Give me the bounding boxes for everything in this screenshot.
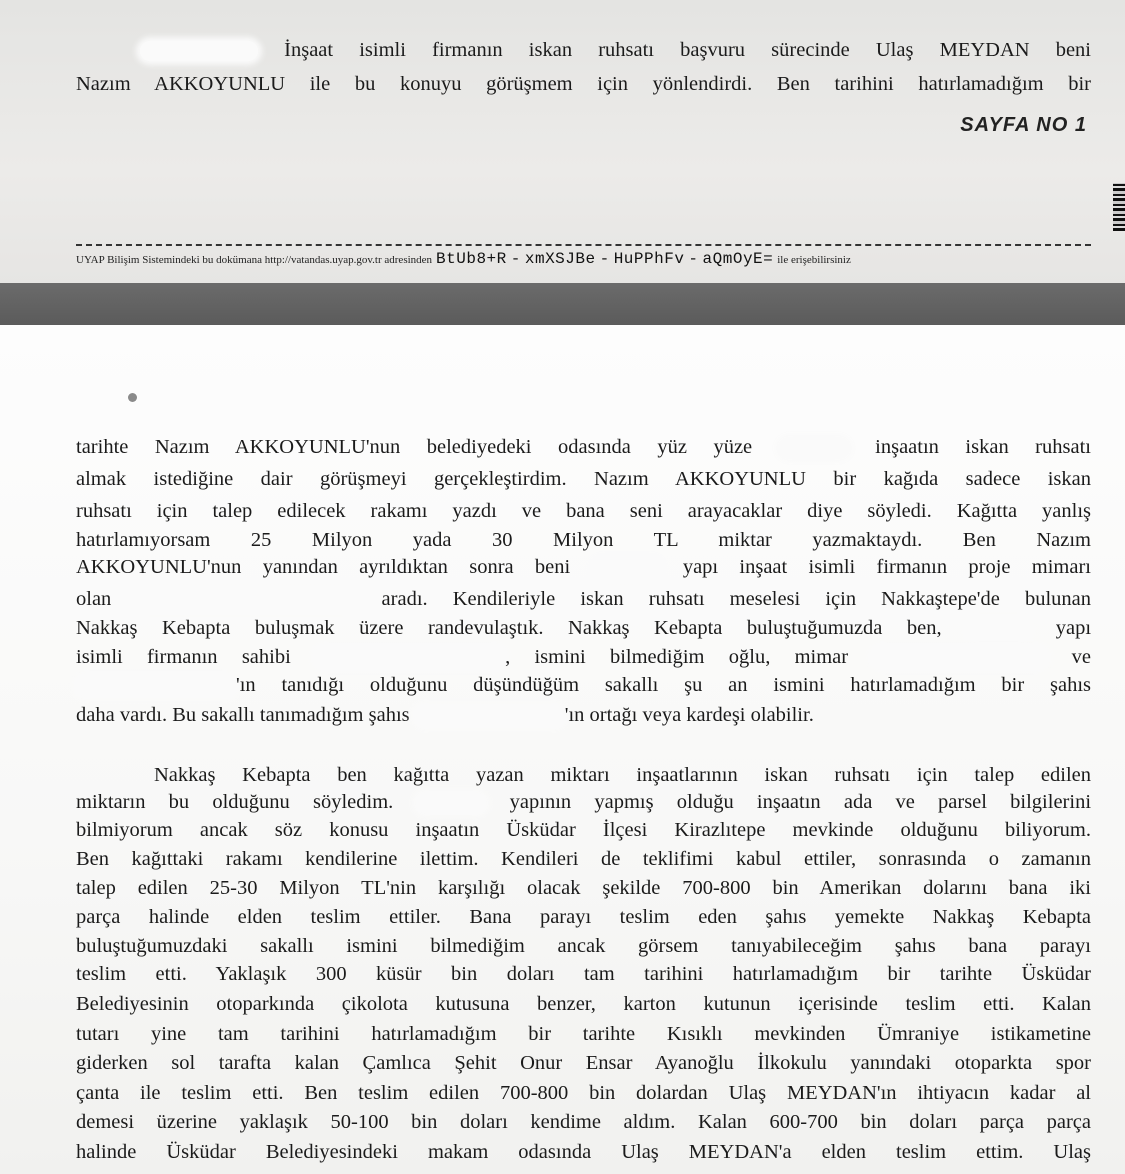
para2-line-9: Belediyesinin otoparkında çikolota kutusuna benzer, karton kutunun içerisinde teslim etti. Kalan [76, 993, 1091, 1015]
para2-line-14: halinde Üsküdar Belediyesindeki makam odasında Ulaş MEYDAN'a elden teslim ettim. Ulaş [76, 1141, 1091, 1163]
redaction-box [416, 793, 486, 813]
para2-line-12: çanta ile teslim etti. Ben teslim edilen 700-800 bin dolardan Ulaş MEYDAN'ın ihtiyacın kadar al [76, 1082, 1091, 1104]
para1-line-4: hatırlamıyorsam 25 Milyon yada 30 Milyon TL miktar yazmaktaydı. Ben Nazım [76, 529, 1091, 551]
footer-code-2: xmXSJBe [524, 250, 596, 268]
top-text-line-2: Nazım AKKOYUNLU ile bu konuyu görüşmem için yönlendirdi. Ben tarihini hatırlamadığım bir [76, 73, 1091, 95]
para1-line-2: almak istediğine dair görüşmeyi gerçekleştirdim. Nazım AKKOYUNLU bir kağıda sadece iskan [76, 468, 1091, 490]
page-number: SAYFA NO 1 [960, 114, 1087, 136]
qr-code-icon [1113, 183, 1125, 231]
top-text-line-1: İnşaat isimli firmanın iskan ruhsatı başvuru sürecinde Ulaş MEYDAN beni [140, 38, 1091, 62]
punch-hole-dot [128, 393, 137, 402]
footer-separator: - [688, 250, 699, 268]
footer-code-4: aQmOyE= [702, 250, 774, 268]
redaction-box [779, 438, 849, 458]
redaction-box [966, 619, 1031, 639]
para1-line-1: tarihte Nazım AKKOYUNLU'nun belediyedeki odasında yüz yüze inşaatın iskan ruhsatı [76, 436, 1091, 458]
para2-line-6: parça halinde elden teslim ettiler. Bana parayı teslim eden şahıs yemekte Nakkaş Kebapta [76, 906, 1091, 928]
redaction-box [872, 648, 1047, 668]
redaction-box [76, 676, 236, 696]
footer-prefix: UYAP Bilişim Sistemindeki bu dokümana http://vatandas.uyap.gov.tr adresinden [76, 254, 433, 266]
para1-line-9: 'ın tanıdığı olduğunu düşündüğüm sakallı şu an ismini hatırlamadığım bir şahıs [76, 673, 1091, 697]
page-separator-band [0, 283, 1125, 325]
footer-suffix: ile erişebilirsiniz [777, 254, 851, 266]
para2-line-13: demesi üzerine yaklaşık 50-100 bin doları kendime aldım. Kalan 600-700 bin doları parça parça [76, 1111, 1091, 1133]
footer-code-3: HuPPhFv [613, 250, 685, 268]
para1-line-8: isimli firmanın sahibi , ismini bilmediğim oğlu, mimar ve [76, 646, 1091, 668]
footer-code-1: BtUb8+R [436, 250, 507, 268]
para1-line-3: ruhsatı için talep edilecek rakamı yazdı ve bana seni arayacaklar diye söyledi. Kağıtta yanlış [76, 500, 1091, 522]
redaction-box [140, 41, 258, 61]
uyap-footer [76, 250, 1091, 268]
para1-line-6: olan aradı. Kendileriyle iskan ruhsatı meselesi için Nakkaştepe'de bulunan [76, 588, 1092, 610]
redaction-box [592, 558, 662, 578]
footer-separator: - [510, 250, 521, 268]
para2-line-11: giderken sol tarafta kalan Çamlıca Şehit Onur Ensar Ayanoğlu İlkokulu yanındaki otoparkta spor [76, 1052, 1091, 1074]
para2-line-10: tutarı yine tam tarihini hatırlamadığım bir tarihte Kısıklı mevkinden Ümraniye istikametine [76, 1023, 1091, 1045]
para1-line-10: daha vardı. Bu sakallı tanımadığım şahıs 'ın ortağı veya kardeşi olabilir. [76, 704, 814, 726]
para2-line-2: miktarın bu olduğunu söyledim. yapının yapmış olduğu inşaatın ada ve parsel bilgilerini [76, 791, 1092, 813]
para2-line-5: talep edilen 25-30 Milyon TL'nin karşılığı olacak şekilde 700-800 bin Amerikan dolarını bana iki [76, 877, 1091, 899]
para2-line-4: Ben kağıttaki rakamı kendilerine ilettim. Kendileri de teklifimi kabul ettiler, sonrasında o zamanın [76, 848, 1091, 870]
redaction-box [136, 590, 356, 610]
para1-line-5: AKKOYUNLU'nun yanından ayrıldıktan sonra beni yapı inşaat isimli firmanın proje mimarı [76, 556, 1092, 578]
footer-divider [76, 244, 1091, 246]
para2-line-7: buluştuğumuzdaki sakallı ismini bilmediğim ancak görsem tanıyabileceğim şahıs bana parayı [76, 935, 1091, 957]
para2-line-8: teslim etti. Yaklaşık 300 küsür bin doları tam tarihini hatırlamadığım bir tarihte Üsküdar [76, 963, 1091, 985]
redaction-box [315, 648, 505, 668]
para2-line-3: bilmiyorum ancak söz konusu inşaatın Üsküdar İlçesi Kirazlıtepe mevkinde olduğunu biliyorum. [76, 819, 1091, 841]
para1-line-7: Nakkaş Kebapta buluşmak üzere randevulaştık. Nakkaş Kebapta buluştuğumuzda ben, yapı [76, 617, 1092, 639]
footer-separator: - [599, 250, 610, 268]
redaction-box [415, 706, 565, 726]
para2-line-1: Nakkaş Kebapta ben kağıtta yazan miktarı inşaatlarının iskan ruhsatı için talep edilen [154, 764, 1091, 786]
